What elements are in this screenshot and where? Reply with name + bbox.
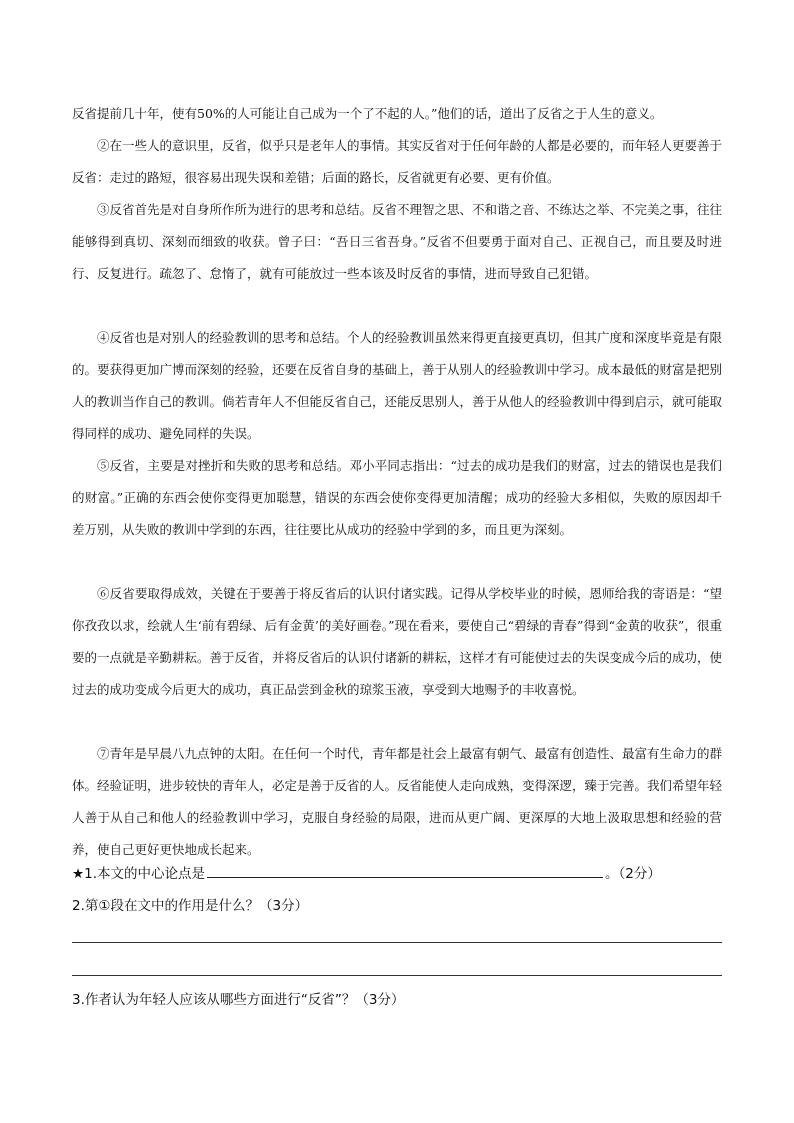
paragraph-7: ⑦青年是早晨八九点钟的太阳。在任何一个时代，青年都是社会上最富有朝气、最富有创造性、最富有生命力的群体。经验证明，进步较快的青年人，必定是善于反省的人。反省能使人走向成熟，变得深逻，臻于完善。我们希望年轻人善于从自己和他人的经验教训中学习，克服自身经验的局限，进而从更广阔、更深厚的大地上汲取思想和经验的营养，使自己更好更快地成长起来。 bbox=[72, 746, 723, 857]
paragraph-1-continued: 反省提前几十年，使有50%的人可能让自己成为一个了不起的人。”他们的话，道出了反省之于人生的意义。 bbox=[72, 106, 663, 121]
paragraph-3: ③反省首先是对自身所作所为进行的思考和总结。反省不理智之思、不和谐之音、不练达之举、不完美之事，往往能够得到真切、深刻而细致的收获。曾子曰：“吾日三省吾身。”反省不但要勇于面对自己、正视自己，而且要及时进行、反复进行。疏忽了、怠惰了，就有可能放过一些本该及时反省的事情，进而导致自己犯错。 bbox=[72, 202, 723, 281]
question-2-answer-line-1[interactable] bbox=[72, 942, 722, 943]
question-1 bbox=[72, 862, 722, 886]
question-3: 3.作者认为年轻人应该从哪些方面进行“反省”？（3分） bbox=[72, 992, 405, 1008]
question-1-suffix: 。（2分） bbox=[604, 866, 661, 882]
question-1-answer-blank[interactable] bbox=[207, 863, 603, 878]
paragraph-5: ⑤反省，主要是对挫折和失败的思考和总结。邓小平同志指出：“过去的成功是我们的财富，过去的错误也是我们的财富。”正确的东西会使你变得更加聪慧，错误的东西会使你变得更加清醒；成功的经验大多相似，失败的原因却千差万别，从失败的教训中学到的东西，往往要比从成功的经验中学到的多，而且更为深刻。 bbox=[72, 458, 722, 537]
paragraph-4: ④反省也是对别人的经验教训的思考和总结。个人的经验教训虽然来得更直接更真切，但其广度和深度毕竟是有限的。要获得更加广博而深刻的经验，还要在反省自身的基础上，善于从别人的经验教训中学习。成本最低的财富是把别人的教训当作自己的教训。倘若青年人不但能反省自己，还能反思别人，善于从他人的经验教训中得到启示，就可能取得同样的成功、避免同样的失误。 bbox=[72, 330, 723, 441]
question-1-prefix: ★1.本文的中心论点是 bbox=[72, 866, 205, 882]
question-2-answer-line-2[interactable] bbox=[72, 975, 722, 976]
paragraph-6: ⑥反省要取得成效，关键在于要善于将反省后的认识付诸实践。记得从学校毕业的时候，恩师给我的寄语是：“望你孜孜以求，绘就人生‘前有碧绿、后有金黄’的美好画卷。”现在看来，要使自己“碧绿的青春”得到“金黄的收获”，很重要的一点就是辛勤耕耘。善于反省，并将反省后的认识付诸新的耕耘，这样才有可能使过去的失误变成今后的成功，使过去的成功变成今后更大的成功，真正品尝到金秋的琼浆玉液，享受到大地赐予的丰收喜悦。 bbox=[72, 586, 723, 697]
paragraph-2: ②在一些人的意识里，反省，似乎只是老年人的事情。其实反省对于任何年龄的人都是必要的，而年轻人更要善于反省：走过的路短，很容易出现失误和差错；后面的路长，反省就更有必要、更有价值。 bbox=[72, 138, 723, 185]
question-2: 2.第①段在文中的作用是什么？（3分） bbox=[72, 898, 309, 914]
